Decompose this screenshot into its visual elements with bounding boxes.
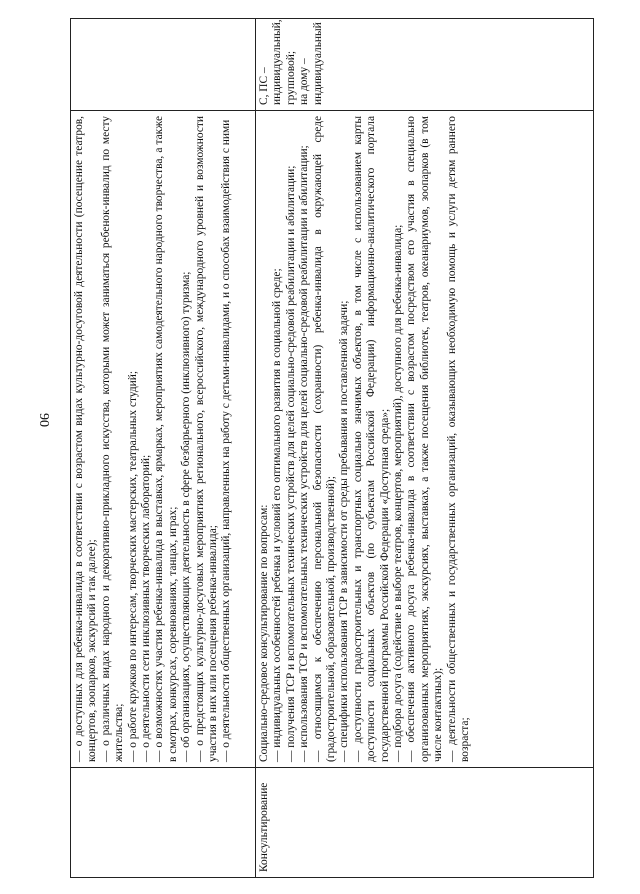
rotated-table-wrapper — [70, 18, 594, 878]
content-line: — получения ТСР и вспомогательных технических устройств для целей социально-средовой реабилитации и абилитации; — [284, 165, 297, 762]
content-line: индивидуальный — [311, 22, 324, 105]
services-table — [70, 18, 594, 878]
content-line: на дому – — [298, 58, 311, 105]
content-line: — специфики использования ТСР в зависимости от среды пребывания и поставленной задачи; — [338, 300, 351, 762]
table-cell-service-name: Консультирование — [256, 768, 594, 878]
service-form-list — [258, 19, 325, 105]
content-line: групповой; — [284, 50, 297, 105]
content-line: — о работе кружков по интересам, творческих мастерских, театральных студий; — [126, 371, 139, 762]
table-cell-service-content — [71, 111, 256, 768]
table-row — [256, 19, 594, 878]
content-line: С, ПС – — [258, 67, 270, 105]
service-content-list — [258, 116, 473, 762]
content-line: — о предстоящих культурно-досуговых мероприятиях регионального, всероссийского, международного уровней и возможности участия в них или посещения ребенка-инвалида; — [193, 116, 220, 762]
content-line: — о различных видах народного и декоративно-прикладного искусства, которыми может заниматься ребенок-инвалид по месту жительства; — [99, 116, 126, 762]
content-line: — о деятельности сети инклюзивных творческих лабораторий; — [140, 454, 153, 762]
content-line: — деятельности общественных и государственных организаций, оказывающих необходимую помощь и услуги детям раннего возраста; — [445, 116, 472, 762]
table-cell-service-name — [71, 768, 256, 878]
content-line: — обеспечения активного досуга ребенка-инвалида в соответствии с возрастом посредством его участия в специально организованных мероприятиях, экскурсиях, выставках, а также посещения библиотек, театров, океанариумов, зоопарков (в том числе контактных); — [405, 116, 445, 762]
page-number: 90 — [36, 413, 51, 427]
content-line: — о доступных для ребенка-инвалида в соответствии с возрастом видах культурно-досуговой деятельности (посещение театров, концертов, зоопарков, экскурсий и так далее); — [73, 116, 99, 762]
content-line: — использования ТСР и вспомогательных технических устройств для целей социально-средовой реабилитации и абилитации; — [298, 145, 311, 762]
table-cell-form — [71, 19, 256, 111]
table-cell-form — [256, 19, 594, 111]
table-row — [71, 19, 256, 878]
content-line: — индивидуальных особенностей ребенка и условий его оптимального развития в социальной среде; — [271, 268, 284, 762]
service-content-list — [73, 116, 234, 762]
content-line: — доступности градостроительных и транспортных социально значимых объектов, в том числе с использованием карты доступности социальных объектов (по субъектам Российской Федерации) информационно-аналитического портала государственной программы Российской Федерации «Доступная среда»; — [351, 116, 391, 762]
content-line: Социально-средовое консультирование по вопросам: — [258, 504, 270, 762]
content-line: — подбора досуга (содействие в выборе театров, концертов, мероприятий), доступного для ребенка-инвалида; — [392, 224, 405, 762]
content-line: — относящимся к обеспечению персональной безопасности (сохранности) ребенка-инвалида в окружающей среде (градостроительной, образовательной, производственной); — [311, 116, 338, 762]
table-cell-service-content — [256, 111, 594, 768]
content-line: — о возможностях участия ребенка-инвалида в выставках, ярмарках, мероприятиях самодеятельного народного творчества, а также в смотрах, конкурсах, соревнованиях, танцах, играх; — [153, 116, 179, 762]
content-line: индивидуальный, — [271, 19, 284, 105]
content-line: — об организациях, осуществляющих деятельность в сфере безбарьерного (инклюзивного) туризма; — [180, 271, 193, 762]
content-line: — о деятельности общественных организаций, направленных на работу с детьми-инвалидами, и о способах взаимодействия с ними — [220, 119, 233, 762]
